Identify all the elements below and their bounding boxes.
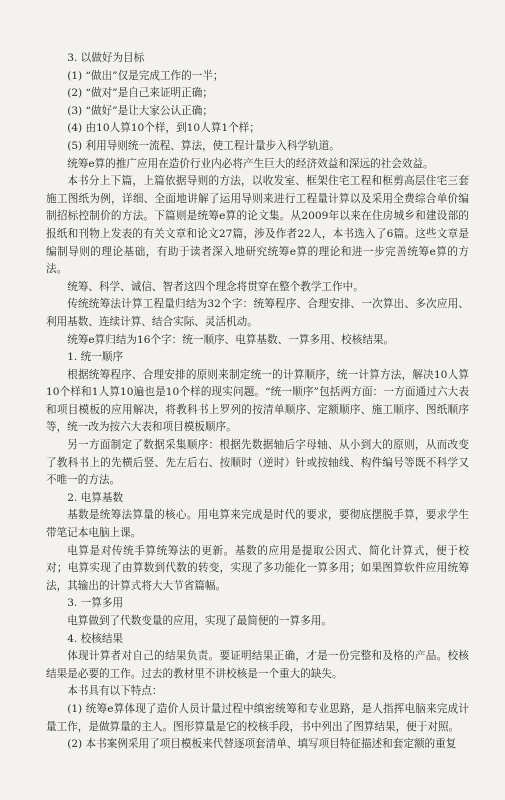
section-heading: 4. 校核结果 bbox=[67, 632, 124, 645]
paragraph: 另一方面制定了数据采集顺序：根据先数据轴后字母轴、从小到大的原则，从而改变了教科书上的先横后竖、先左后右、按顺时（逆时）针或按轴线、构件编号等既不科学又不唯一的方法。 bbox=[46, 439, 469, 487]
section-heading: 3. 一算多用 bbox=[67, 597, 124, 610]
list-item: (4) 由10人算10个样，到10人算1个样； bbox=[67, 122, 260, 135]
paragraph: 本书具有以下特点： bbox=[67, 685, 163, 698]
section-heading: 3. 以做好为目标 bbox=[67, 52, 145, 64]
list-item: (3) “做好”是让大家公认正确； bbox=[67, 104, 213, 117]
paragraph: 传统统筹法计算工程量归结为32个字：统筹程序、合理安排、一次算出、多次应用、利用基数、连续计算、结合实际、灵活机动。 bbox=[46, 298, 469, 328]
paragraph: 统筹e算的推广应用在造价行业内必将产生巨大的经济效益和深远的社会效益。 bbox=[67, 157, 434, 170]
section-heading: 2. 电算基数 bbox=[67, 491, 124, 504]
list-item: (2) “做对”是自己来证明正确； bbox=[67, 87, 213, 100]
paragraph: 电算是对传统手算统筹法的更新。基数的应用是提取公因式、简化计算式，便于校对；电算实现了由算数到代数的转变，实现了多功能化一算多用；如果图算软件应用统筹法，其输出的计算式将大大节省篇幅。 bbox=[46, 544, 469, 592]
paragraph: 统筹、科学、诚信、智者这四个理念将贯穿在整个教学工作中。 bbox=[67, 280, 364, 293]
paragraph: 统筹e算归结为16个字：统一顺序、电算基数、一算多用、校核结果。 bbox=[67, 333, 395, 346]
list-item: (5) 利用导则统一流程、算法，使工程计量步入科学轨道。 bbox=[67, 139, 340, 152]
paragraph: 本书分上下篇，上篇依据导则的方法，以收发室、框架住宅工程和框剪高层住宅三套施工图纸为例，详细、全面地讲解了运用导则来进行工程量计算以及采用全费综合单价编制招标控制价的方法。下篇则是统筹e算的论文集。从2009年以来在住房城乡和建设部的报纸和刊物上发表的有关文章和论文27篇，涉及作者22人，本书选入了6篇。这些文章是编制导则的理论基础，有助于读者深入地研究统筹e算的理论和进一步完善统筹e算的方法。 bbox=[46, 175, 469, 276]
list-item: (1) “做出”仅是完成工作的一半； bbox=[67, 69, 224, 82]
paragraph: 基数是统筹法算量的核心。用电算来完成是时代的要求，要彻底摆脱手算，要求学生带笔记本电脑上课。 bbox=[46, 509, 469, 540]
paragraph: 根据统筹程序、合理安排的原则来制定统一的计算顺序，统一计算方法，解决10人算10个样和1人算10遍也是10个样的现实问题。“统一顺序”包括两方面：一方面通过六大表和项目模板的应用解决，将教科书上罗列的按清单顺序、定额顺序、施工顺序、图纸顺序等，统一改为按六大表和项目模板顺序。 bbox=[46, 368, 469, 434]
section-heading: 1. 统一顺序 bbox=[67, 351, 124, 364]
paragraph: 电算做到了代数变量的应用，实现了最简便的一算多用。 bbox=[67, 615, 333, 627]
list-item: (1) 统筹e算体现了造价人员计量过程中缜密统筹和专业思路，是人指挥电脑来完成计量工作，是做算量的主人。图形算量是它的校核手段，书中列出了图算结果，便于对照。 bbox=[46, 702, 469, 733]
paragraph: 体现计算者对自己的结果负责。要证明结果正确，才是一份完整和及格的产品。校核结果是必要的工作。过去的教材里不讲校核是一个重大的缺失。 bbox=[46, 650, 469, 680]
list-item: (2) 本书案例采用了项目模板来代替逐项套清单、填写项目特征描述和套定额的重复 bbox=[67, 738, 457, 751]
